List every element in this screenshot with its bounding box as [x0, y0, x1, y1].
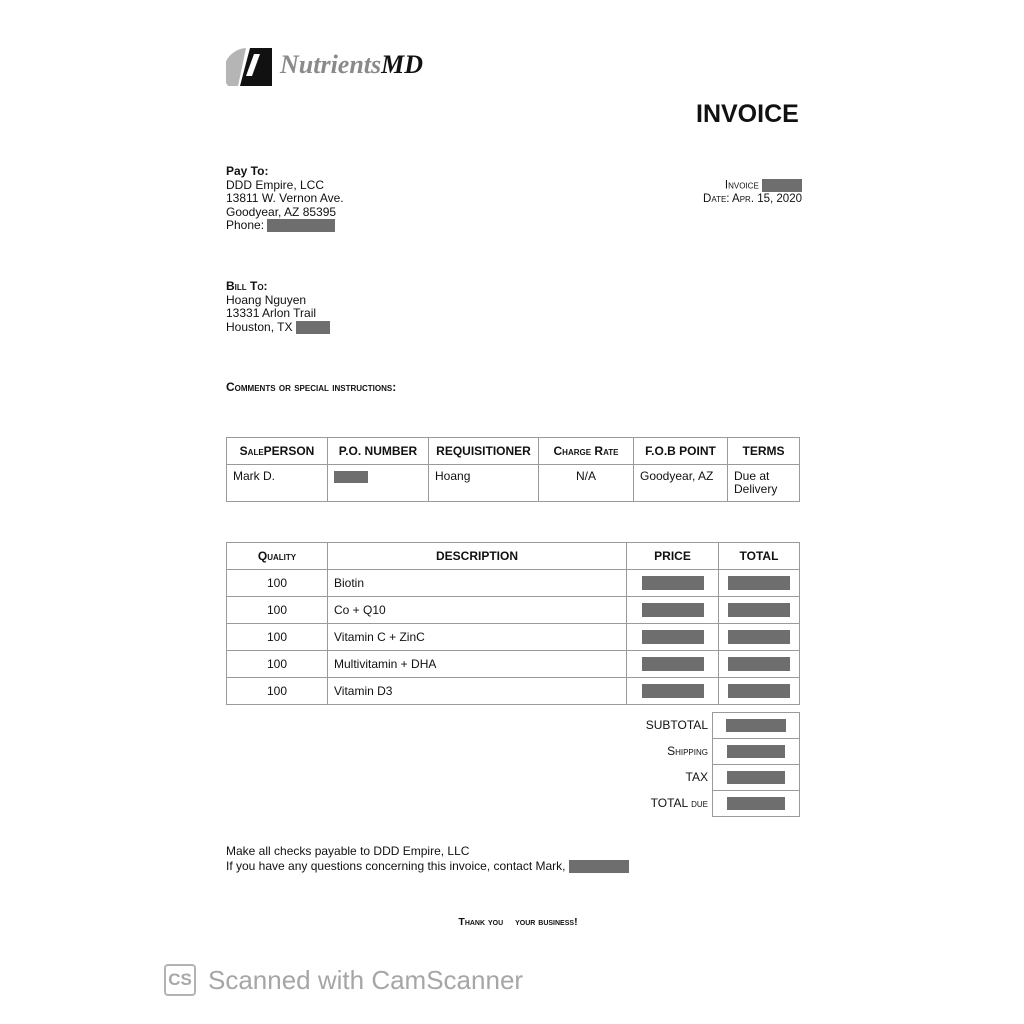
cell-description: Co + Q10 [328, 597, 627, 624]
table-row [227, 570, 800, 597]
pay-to-heading: Pay To: [226, 164, 269, 178]
logo-mark-icon [226, 46, 274, 90]
table-row [227, 651, 800, 678]
bill-to-address2-row [226, 321, 330, 335]
cell-qty: 100 [227, 570, 328, 597]
table-row [227, 597, 800, 624]
terms-line1: Due at [734, 469, 770, 483]
redacted-po-number [334, 471, 368, 483]
table-row [227, 465, 800, 502]
cell-terms [728, 465, 800, 502]
total-due-value [713, 791, 799, 816]
header-terms: TERMS [728, 438, 800, 465]
thank-you-part2: your business! [515, 916, 578, 928]
redacted-phone [267, 219, 335, 232]
totals-values-box [712, 712, 800, 817]
redacted-total [728, 630, 790, 644]
cell-price [627, 570, 719, 597]
cell-price [627, 651, 719, 678]
table-row [227, 624, 800, 651]
header-price: PRICE [627, 543, 719, 570]
invoice-title: INVOICE [696, 100, 799, 128]
invoice-date-row [703, 193, 802, 207]
redacted-total-due [727, 797, 785, 810]
redacted-price [642, 576, 704, 590]
payment-instructions [226, 844, 629, 873]
bill-to-heading: Bill To: [226, 279, 268, 293]
header-quantity: Quality [227, 543, 328, 570]
tax-label: TAX [685, 770, 708, 784]
line-items-table [226, 542, 800, 705]
questions-text: If you have any questions concerning this invoice, contact Mark, [226, 858, 566, 873]
shipping-label: Shipping [667, 744, 708, 758]
redacted-price [642, 630, 704, 644]
header-po-number: P.O. NUMBER [328, 438, 429, 465]
table-row [227, 678, 800, 705]
table-header-row [227, 543, 800, 570]
totals-labels [620, 712, 708, 816]
cell-requisitioner: Hoang [429, 465, 539, 502]
pay-to-address2: Goodyear, AZ 85395 [226, 204, 337, 219]
pay-to-name: DDD Empire, LCC [226, 177, 325, 192]
invoice-number-label: Invoice [724, 179, 759, 192]
cell-description: Vitamin C + ZinC [328, 624, 627, 651]
cell-price [627, 678, 719, 705]
redacted-price [642, 603, 704, 617]
redacted-price [642, 657, 704, 671]
redacted-tax [727, 771, 785, 784]
cell-po-number [328, 465, 429, 502]
pay-to-address1: 13811 W. Vernon Ave. [226, 191, 344, 205]
thank-you-part1: Thank you [458, 916, 504, 928]
shipping-value [713, 739, 799, 765]
cell-charge-rate: N/A [539, 465, 634, 502]
redacted-zip [296, 321, 330, 334]
bill-to-block [226, 280, 330, 334]
order-info-table [226, 437, 800, 502]
cell-total [719, 678, 800, 705]
header-total: TOTAL [719, 543, 800, 570]
comments-label: Comments or special instructions: [226, 380, 397, 394]
header-charge-rate: Charge Rate [539, 438, 634, 465]
cell-qty: 100 [227, 597, 328, 624]
header-salesperson: SalePERSON [227, 438, 328, 465]
cell-total [719, 624, 800, 651]
subtotal-value [713, 713, 799, 739]
cell-description: Vitamin D3 [328, 678, 627, 705]
cell-total [719, 570, 800, 597]
redacted-subtotal [726, 719, 786, 732]
redacted-shipping [727, 745, 785, 758]
subtotal-label: SUBTOTAL [645, 718, 708, 732]
cell-price [627, 597, 719, 624]
table-header-row [227, 438, 800, 465]
cell-total [719, 597, 800, 624]
cell-salesperson: Mark D. [227, 465, 328, 502]
cell-qty: 100 [227, 678, 328, 705]
cell-total [719, 651, 800, 678]
questions-line [226, 859, 629, 874]
total-due-main: TOTAL [650, 796, 688, 810]
redacted-total [728, 657, 790, 671]
header-requisitioner: REQUISITIONER [429, 438, 539, 465]
header-description: DESCRIPTION [328, 543, 627, 570]
camscanner-logo-icon: CS [164, 964, 196, 996]
redacted-total [728, 603, 790, 617]
bill-to-name: Hoang Nguyen [226, 292, 307, 307]
invoice-meta [703, 179, 802, 207]
cell-description: Multivitamin + DHA [328, 651, 627, 678]
cell-qty: 100 [227, 651, 328, 678]
redacted-total [728, 576, 790, 590]
camscanner-text: Scanned with CamScanner [208, 964, 524, 995]
total-due-small: due [691, 796, 708, 810]
date-value: Apr. 15, 2020 [732, 193, 802, 206]
thank-you-note [0, 916, 1024, 928]
header-fob-point: F.O.B POINT [634, 438, 728, 465]
bill-to-address2: Houston, TX [226, 319, 293, 334]
redacted-price [642, 684, 704, 698]
redacted-invoice-number [762, 179, 802, 192]
pay-to-block [226, 165, 344, 233]
date-label: Date: [703, 193, 730, 206]
bill-to-address1: 13331 Arlon Trail [226, 306, 317, 320]
terms-line2: Delivery [734, 482, 778, 496]
phone-label: Phone: [226, 218, 265, 232]
invoice-number-row [703, 179, 802, 193]
redacted-total [728, 684, 790, 698]
cell-fob-point: Goodyear, AZ [634, 465, 728, 502]
cell-qty: 100 [227, 624, 328, 651]
pay-to-phone-row [226, 219, 344, 233]
total-due-label [620, 790, 708, 816]
camscanner-watermark [164, 964, 523, 996]
cell-description: Biotin [328, 570, 627, 597]
logo-text: NutrientsMD [280, 50, 424, 79]
company-logo [226, 46, 466, 92]
checks-payable-line: Make all checks payable to DDD Empire, LLC [226, 844, 470, 858]
tax-value [713, 765, 799, 791]
redacted-contact [569, 860, 629, 873]
cell-price [627, 624, 719, 651]
